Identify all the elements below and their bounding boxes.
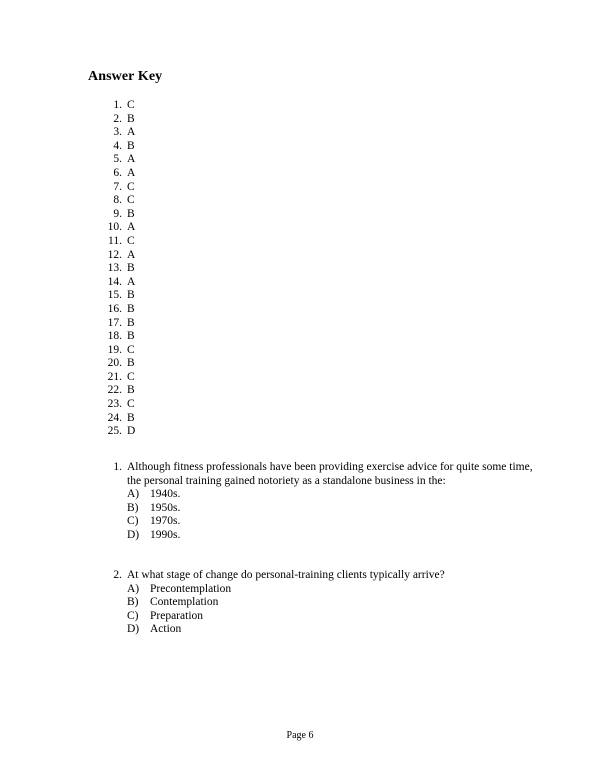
answer-letter: B — [127, 316, 135, 329]
answer-number: 5. — [113, 153, 122, 166]
answer-letter: B — [127, 384, 135, 397]
answer-letter: D — [127, 425, 136, 438]
answer-letter: A — [127, 166, 136, 179]
answer-key-item — [88, 303, 135, 317]
answer-number: 17. — [107, 316, 122, 329]
answer-number: 8. — [113, 194, 122, 207]
answer-letter: C — [127, 398, 135, 411]
option-b: B) 1950s. — [127, 501, 181, 514]
answer-letter: B — [127, 112, 135, 125]
answer-key-item — [88, 398, 135, 412]
answer-number: 10. — [107, 221, 122, 234]
answer-number: 23. — [107, 398, 122, 411]
option-a: A) 1940s. — [127, 488, 181, 501]
option-c: C) Preparation — [127, 609, 204, 622]
option-d: D) 1990s. — [127, 528, 181, 541]
answer-number: 7. — [113, 180, 122, 193]
question-1 — [88, 461, 547, 543]
answer-key-item — [88, 153, 135, 167]
answer-key-item — [88, 167, 135, 181]
answer-number: 3. — [113, 126, 122, 139]
answer-key-item — [88, 126, 135, 140]
answer-key-item — [88, 276, 135, 290]
answer-letter: A — [127, 126, 136, 139]
answer-number: 20. — [107, 357, 122, 370]
answer-number: 2. — [113, 112, 122, 125]
option-a: A) Precontemplation — [127, 582, 232, 595]
answer-number: 11. — [108, 234, 122, 247]
answer-letter: A — [127, 153, 136, 166]
option-list — [127, 583, 547, 637]
answer-key-item — [88, 249, 135, 263]
answer-key-item — [88, 113, 135, 127]
answer-key-item — [88, 425, 135, 439]
answer-letter: A — [127, 275, 136, 288]
answer-key-item — [88, 194, 135, 208]
answer-number: 22. — [107, 384, 122, 397]
answer-letter: B — [127, 357, 135, 370]
question-2 — [88, 569, 547, 637]
answer-key-item — [88, 317, 135, 331]
answer-number: 4. — [113, 139, 122, 152]
answer-letter: B — [127, 207, 135, 220]
answer-key-item — [88, 181, 135, 195]
option-c: C) 1970s. — [127, 515, 181, 528]
answer-number: 12. — [107, 248, 122, 261]
answer-number: 21. — [107, 370, 122, 383]
answer-key-item — [88, 208, 135, 222]
answer-key-item — [88, 140, 135, 154]
answer-letter: B — [127, 330, 135, 343]
answer-number: 16. — [107, 302, 122, 315]
answer-key-item — [88, 262, 135, 276]
answer-number: 6. — [113, 166, 122, 179]
question-number: 1. — [113, 461, 122, 473]
answer-key-item — [88, 330, 135, 344]
answer-letter: C — [127, 370, 135, 383]
answer-letter: B — [127, 302, 135, 315]
answer-number: 18. — [107, 330, 122, 343]
answer-letter: B — [127, 411, 135, 424]
answer-number: 14. — [107, 275, 122, 288]
answer-number: 25. — [107, 425, 122, 438]
answer-key-item — [88, 289, 135, 303]
answer-letter: B — [127, 289, 135, 302]
answer-key-list — [88, 99, 135, 439]
answer-letter: B — [127, 262, 135, 275]
option-d: D) Action — [127, 623, 182, 636]
answer-number: 15. — [107, 289, 122, 302]
question-text: Although fitness professionals have been providing exercise advice for quite some time, the personal training gained notoriety as a standalone business in the: — [127, 461, 533, 487]
answer-number: 19. — [107, 343, 122, 356]
answer-number: 13. — [107, 262, 122, 275]
question-number: 2. — [113, 569, 122, 581]
answer-number: 24. — [107, 411, 122, 424]
answer-key-item — [88, 99, 135, 113]
option-list — [127, 488, 547, 542]
answer-letter: A — [127, 221, 136, 234]
answer-key-item — [88, 371, 135, 385]
answer-key-item — [88, 221, 135, 235]
option-b: B) Contemplation — [127, 596, 219, 609]
question-text: At what stage of change do personal-training clients typically arrive? — [127, 569, 445, 581]
answer-key-item — [88, 344, 135, 358]
answer-number: 9. — [113, 207, 122, 220]
answer-letter: C — [127, 99, 135, 111]
answer-key-item — [88, 384, 135, 398]
answer-letter: C — [127, 343, 135, 356]
answer-letter: C — [127, 194, 135, 207]
page-title: Answer Key — [88, 69, 163, 84]
answer-key-item — [88, 235, 135, 249]
answer-letter: A — [127, 248, 136, 261]
answer-letter: B — [127, 139, 135, 152]
answer-letter: C — [127, 180, 135, 193]
answer-key-item — [88, 412, 135, 426]
answer-letter: C — [127, 234, 135, 247]
answer-key-item — [88, 357, 135, 371]
page-number: Page 6 — [286, 730, 314, 741]
answer-number: 1. — [113, 99, 122, 111]
